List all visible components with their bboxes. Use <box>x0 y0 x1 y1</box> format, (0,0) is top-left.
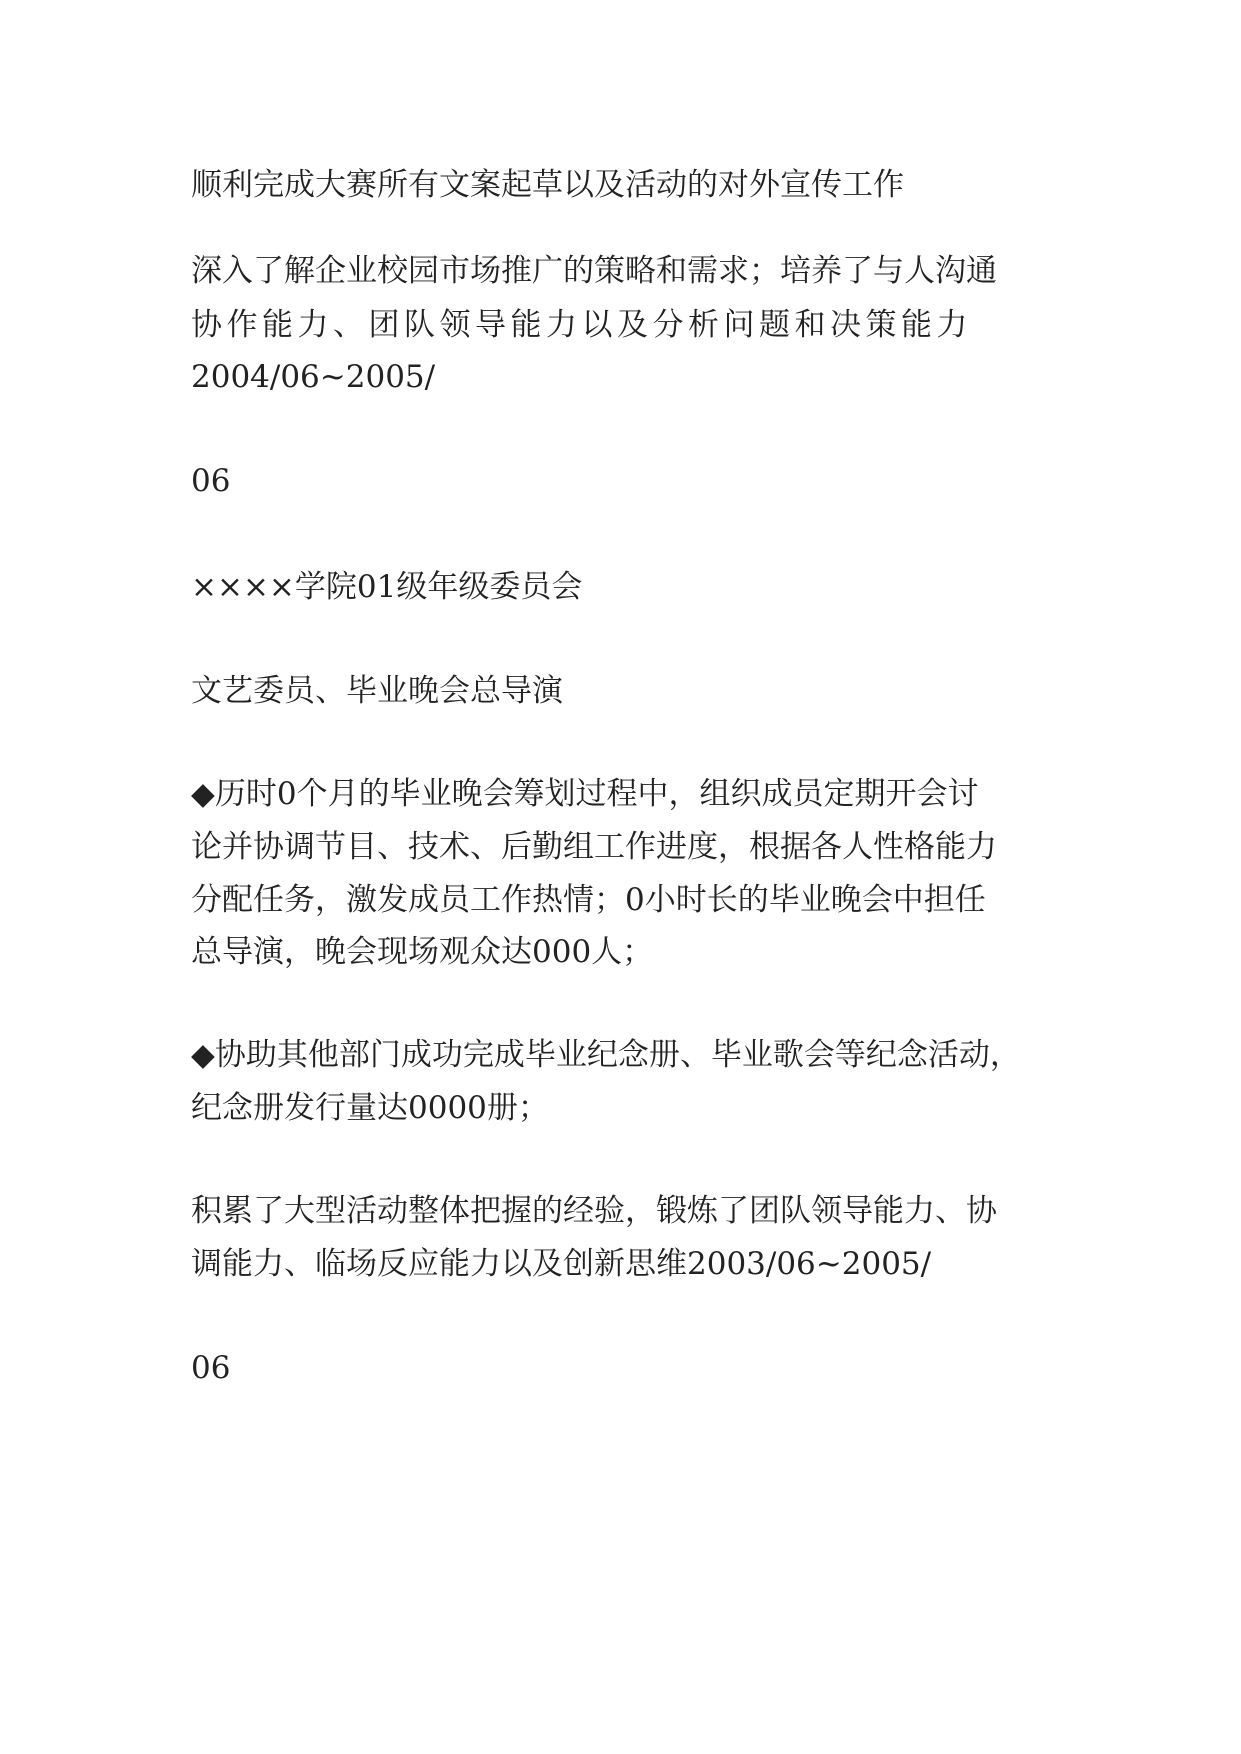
text-line-10: 分配任务，激发成员工作热情；0小时长的毕业晚会中担任 <box>191 882 986 918</box>
text-line-3: 协作能力、团队领导能力以及分析问题和决策能力 <box>191 307 972 343</box>
text-line-11: 总导演，晚会现场观众达000人； <box>191 934 654 970</box>
text-line-14: 积累了大型活动整体把握的经验，锻炼了团队领导能力、协 <box>191 1193 997 1229</box>
text-line-2: 深入了解企业校园市场推广的策略和需求；培养了与人沟通 <box>191 253 997 289</box>
text-line-5: 06 <box>191 463 231 499</box>
text-line-6: ××××学院01级年级委员会 <box>191 569 583 605</box>
text-line-16: 06 <box>191 1350 231 1386</box>
text-line-15: 调能力、临场反应能力以及创新思维2003/06~2005/ <box>191 1246 932 1282</box>
text-line-1: 顺利完成大赛所有文案起草以及活动的对外宣传工作 <box>191 167 904 203</box>
text-line-9: 论并协调节目、技术、后勤组工作进度，根据各人性格能力 <box>191 829 997 865</box>
text-line-7: 文艺委员、毕业晚会总导演 <box>191 673 563 709</box>
text-line-8: ◆历时0个月的毕业晚会筹划过程中，组织成员定期开会讨 <box>191 776 979 812</box>
text-line-13: 纪念册发行量达0000册； <box>191 1090 549 1126</box>
text-line-12: ◆协助其他部门成功完成毕业纪念册、毕业歌会等纪念活动， <box>191 1037 1021 1073</box>
text-line-4: 2004/06~2005/ <box>191 359 436 395</box>
